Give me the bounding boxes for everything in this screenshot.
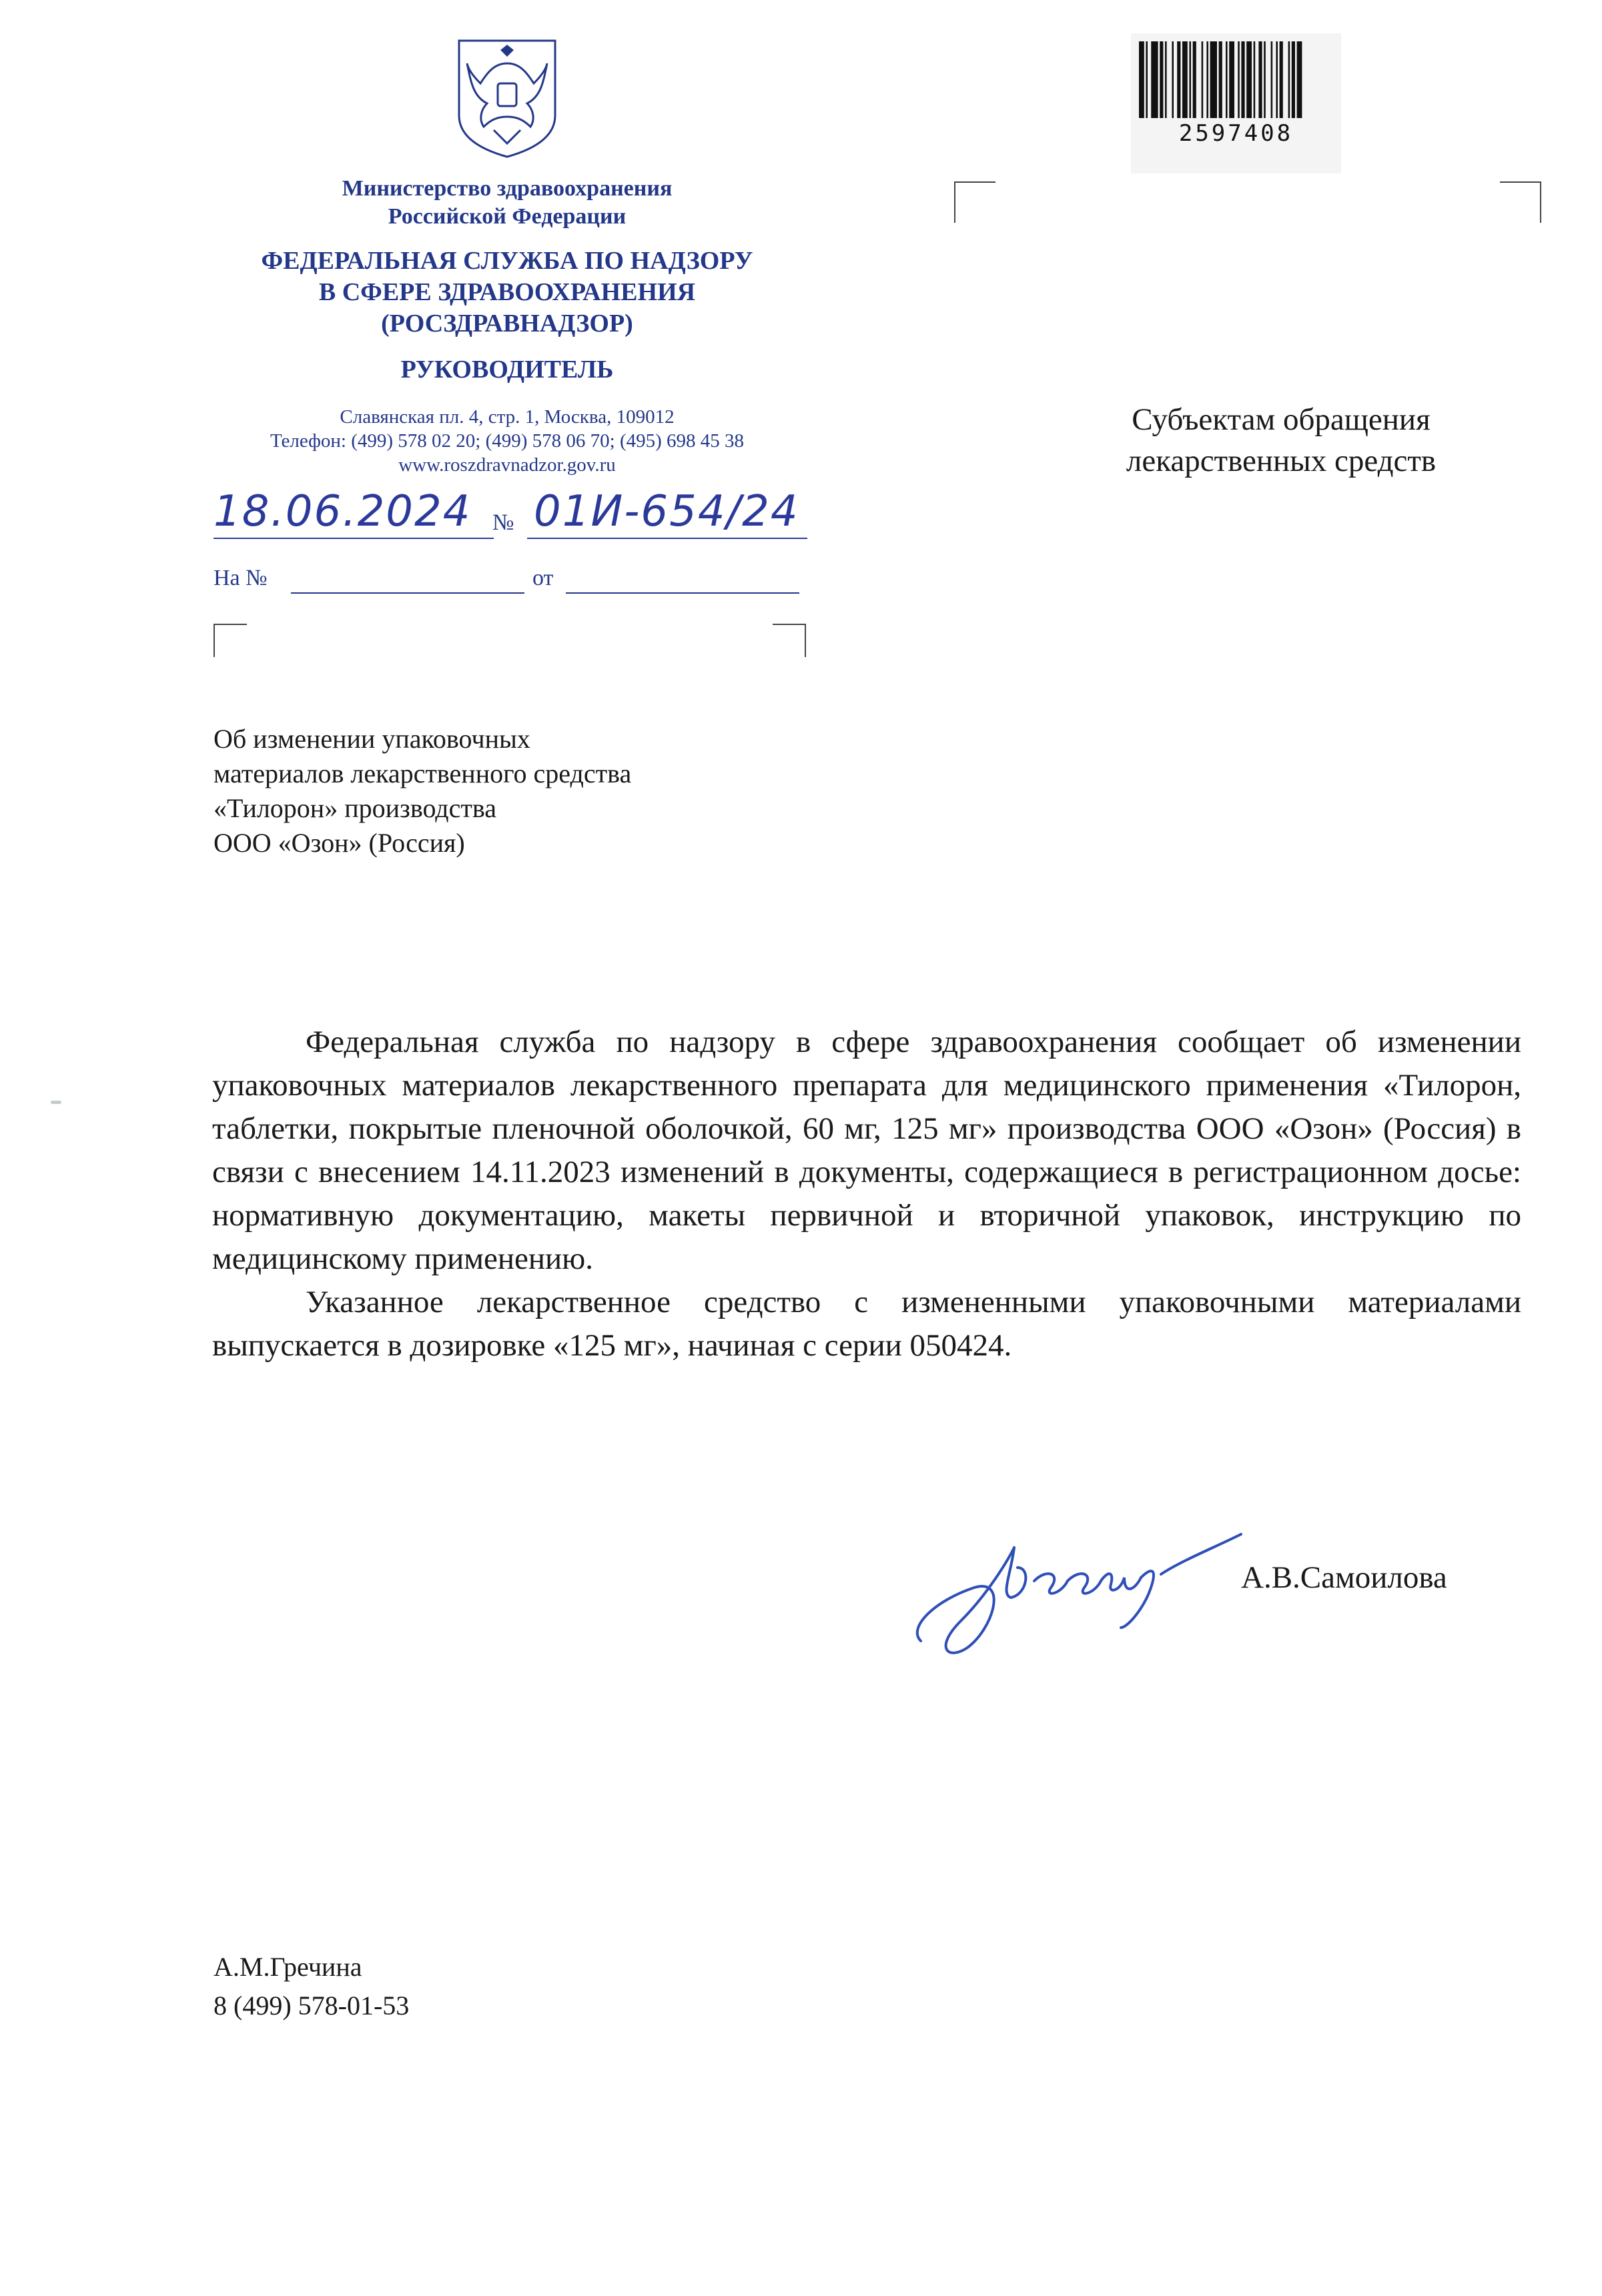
address-corner-right: [1500, 181, 1541, 223]
barcode-bar: [1160, 41, 1163, 118]
ministry-name: Министерство здравоохранения Российской Федерации: [342, 176, 673, 229]
barcode-bar: [1177, 41, 1180, 118]
barcode-bar: [1238, 41, 1240, 118]
barcode-bar: [1206, 41, 1208, 118]
letter-body: [212, 1021, 1521, 1367]
barcode-bar: [1182, 41, 1188, 118]
barcode-bar: [1219, 41, 1222, 118]
barcode-bar: [1165, 41, 1167, 118]
barcode-bar: [1229, 41, 1234, 118]
barcode-bar: [1146, 41, 1148, 118]
barcode-bar: [1241, 41, 1244, 118]
address-corner-left: [954, 181, 995, 223]
reply-date-field: [566, 592, 799, 594]
barcode-bar: [1246, 41, 1252, 118]
date-underline: [214, 538, 494, 539]
subject: Об изменении упаковочных материалов лекарственного средства «Тилорон» производства ООО «Озон» (Россия): [214, 724, 632, 858]
service-name: ФЕДЕРАЛЬНАЯ СЛУЖБА ПО НАДЗОРУ В СФЕРЕ ЗДРАВООХРАНЕНИЯ (РОСЗДРАВНАДЗОР): [261, 247, 753, 338]
barcode-bar: [1189, 41, 1191, 118]
reply-number-label: На №: [214, 566, 268, 590]
barcode-bar: [1292, 41, 1295, 118]
address: Славянская пл. 4, стр. 1, Москва, 109012: [340, 406, 675, 428]
executor-name: А.М.Гречина: [214, 1952, 362, 1982]
website: www.roszdravnadzor.gov.ru: [398, 454, 616, 476]
number-sign: №: [492, 510, 514, 535]
barcode-bar: [1276, 41, 1278, 118]
recipient: Субъектам обращения лекарственных средств: [1126, 402, 1437, 478]
subject-corner-left: [214, 624, 247, 657]
barcode-bar: [1280, 41, 1283, 118]
barcode-bar: [1258, 41, 1262, 118]
barcode-bar: [1151, 41, 1158, 118]
body-paragraph: Федеральная служба по надзору в сфере здравоохранения сообщает об изменении упаковочных материалов лекарственного препарата для медицинского применения «Тилорон, таблетки, покрытые пленочной оболочкой, 60 мг, 125 мг» производства ООО «Озон» (Россия) в связи с внесением 14.11.2023 изменений в документы, содержащиеся в регистрационном досье: нормативную документацию, макеты первичной и вторичной упаковок, инструкцию по медицинскому применению.: [212, 1025, 1521, 1276]
body-paragraph: Указанное лекарственное средство с измененными упаковочными материалами выпускается в дозировке «125 мг», начиная с серии 050424.: [212, 1285, 1521, 1363]
scan-speck: [51, 1101, 61, 1104]
barcode-bar: [1297, 41, 1302, 118]
barcode-bar: [1139, 41, 1144, 118]
barcode-bar: [1226, 41, 1228, 118]
barcode-bars: [1139, 41, 1333, 118]
barcode-bar: [1210, 41, 1217, 118]
barcode-bar: [1202, 41, 1204, 118]
signature: [894, 1494, 1294, 1681]
registration-date: 18.06.2024: [214, 487, 472, 536]
barcode-bar: [1254, 41, 1256, 118]
registration-number: 01И-654/24: [534, 487, 799, 536]
barcode-bar: [1193, 41, 1196, 118]
phones: Телефон: (499) 578 02 20; (499) 578 06 70; (495) 698 45 38: [270, 430, 745, 452]
barcode: [1131, 33, 1341, 173]
barcode-bar: [1264, 41, 1266, 118]
executor: [214, 1948, 409, 2025]
barcode-number: 2597408: [1178, 120, 1294, 147]
executor-phone: 8 (499) 578-01-53: [214, 1990, 410, 2021]
coat-of-arms-icon: [454, 37, 560, 160]
reply-number-field: [291, 592, 524, 594]
head-role: РУКОВОДИТЕЛЬ: [400, 356, 614, 384]
barcode-bar: [1172, 41, 1174, 118]
number-underline: [527, 538, 807, 539]
reply-date-label: от: [532, 566, 554, 590]
signer-name: А.В.Самоилова: [1241, 1560, 1447, 1595]
subject-corner-right: [773, 624, 806, 657]
barcode-bar: [1271, 41, 1273, 118]
barcode-bar: [1288, 41, 1290, 118]
